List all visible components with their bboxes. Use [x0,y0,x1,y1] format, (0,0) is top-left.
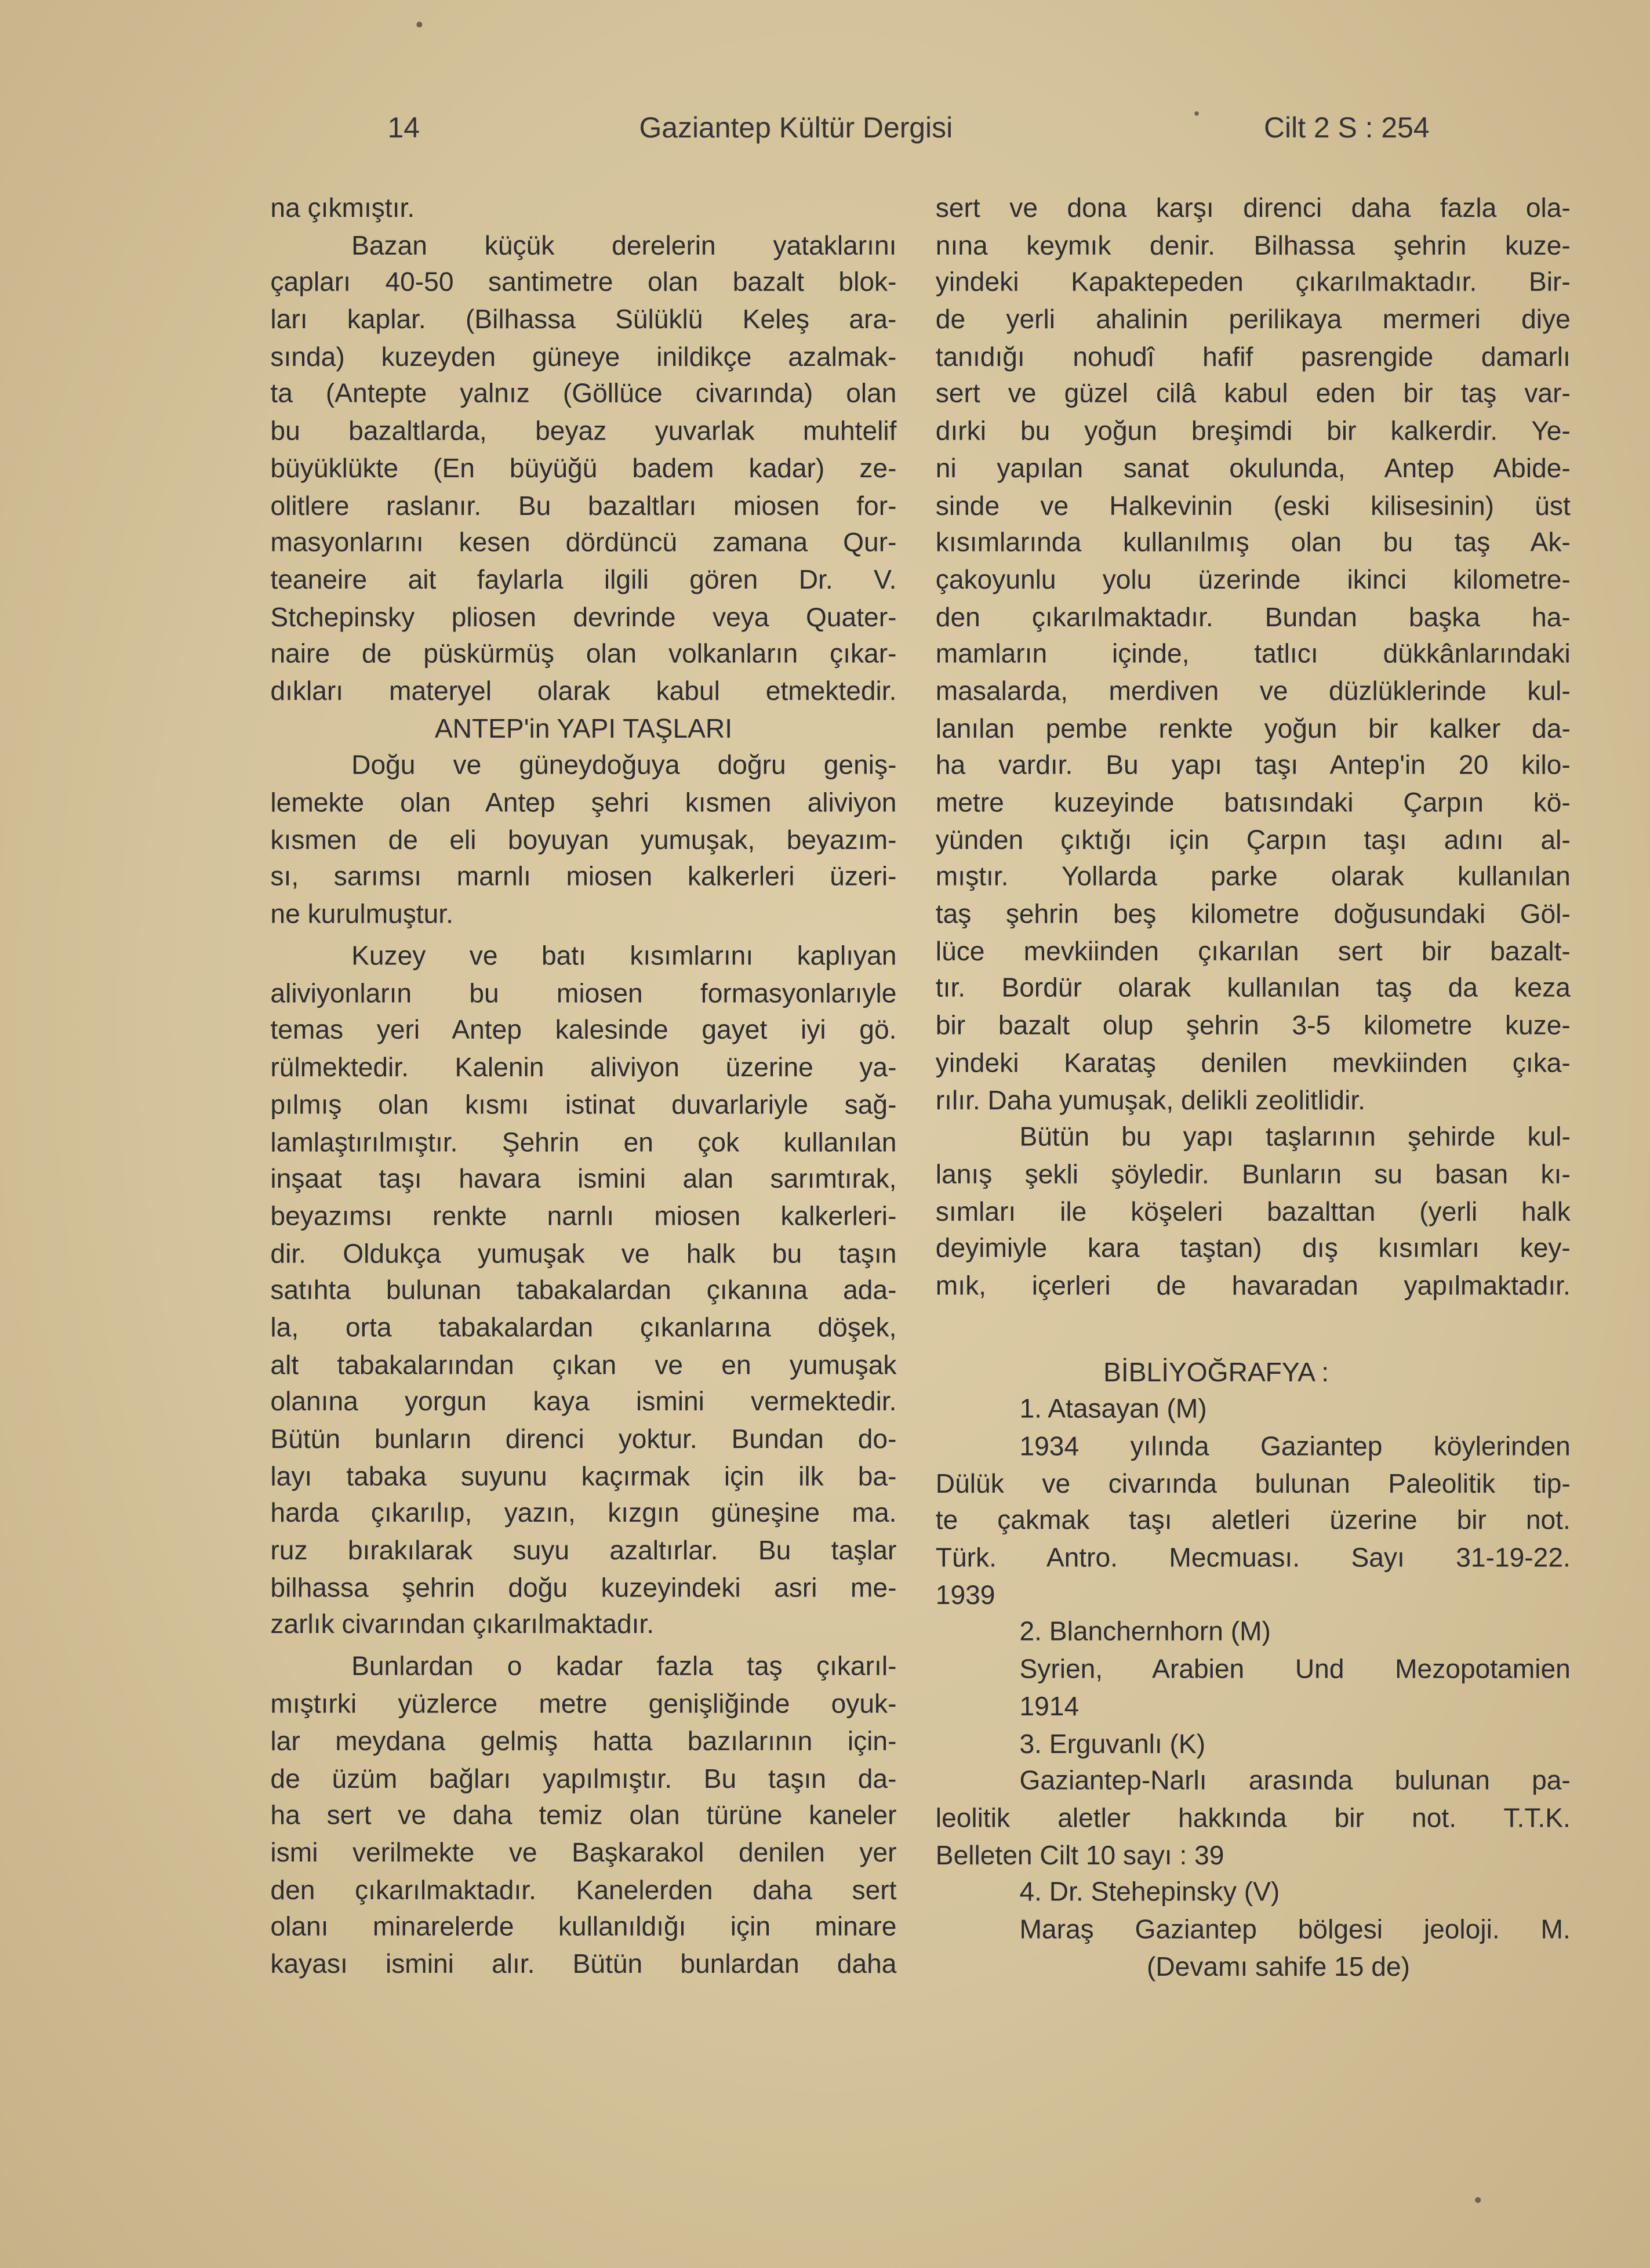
text-line: naire de püskürmüş olan volkanların çıkar- [270,638,897,669]
text-line: taş şehrin beş kilometre doğusundaki Göl- [935,898,1571,929]
bibliography-entry: 1914 [1019,1690,1080,1721]
text-line: masyonlarını kesen dördüncü zamana Qur- [270,527,897,557]
text-line: lanılan pembe renkte yoğun bir kalker da- [935,712,1571,743]
text-line: aliviyonların bu miosen formasyonlarıyle [270,977,897,1008]
text-line: Stchepinsky pliosen devrinde veya Quater- [270,601,897,632]
text-line: lanış şekli şöyledir. Bunların su basan kı- [935,1158,1571,1189]
text-line: sert ve güzel cilâ kabul eden bir taş var- [935,378,1571,409]
text-line: Bütün bu yapı taşlarının şehirde kul- [1019,1121,1571,1152]
text-line: sinde ve Halkevinin (eski kilisesinin) üst [935,489,1571,520]
ink-speck [1475,2197,1481,2203]
text-line: bilhassa şehrin doğu kuzeyindeki asri me- [270,1572,897,1603]
text-line: bir bazalt olup şehrin 3-5 kilometre kuze- [935,1010,1571,1040]
bibliography-entry: 4. Dr. Stehepinsky (V) [1019,1876,1280,1907]
text-line: yindeki Kapaktepeden çıkarılmaktadır. Bir- [935,266,1571,297]
text-line: lar meydana gelmiş hatta bazılarının için- [270,1725,897,1756]
bibliography-entry: Dülük ve civarında bulunan Paleolitik tip- [935,1467,1571,1498]
spacer [936,1304,1571,1353]
text-line: sert ve dona karşı direnci daha fazla ola- [935,192,1571,223]
text-line: Bütün bunların direnci yoktur. Bundan do- [270,1423,897,1454]
text-line: den çıkarılmaktadır. Bundan başka ha- [935,601,1571,632]
text-line: Doğu ve güneydoğuya doğru geniş- [351,749,897,781]
text-line: dir. Oldukça yumuşak ve halk bu taşın [270,1238,897,1268]
text-line: çakoyunlu yolu üzerinde ikinci kilometre- [935,564,1571,594]
text-line: çapları 40-50 santimetre olan bazalt blok- [270,266,897,297]
bibliography-entry: 1. Atasayan (M) [1019,1393,1207,1424]
text-line: ruz bırakılarak suyu azaltırlar. Bu taşlar [270,1534,897,1565]
text-line: metre kuzeyinde batısındaki Çarpın kö- [935,786,1571,818]
text-line: nına keymık denir. Bilhassa şehrin kuze- [935,229,1571,260]
text-line: büyüklükte (En büyüğü badem kadar) ze- [270,452,897,483]
bibliography-entry: 1934 yılında Gaziantep köylerinden [1019,1430,1571,1461]
text-line: layı tabaka suyunu kaçırmak için ilk ba- [270,1460,897,1491]
text-line: olanına yorgun kaya ismini vermektedir. [270,1386,897,1417]
text-line: ha sert ve daha temiz olan türüne kaneler [270,1799,897,1830]
text-line: deyimiyle kara taştan) dış kısımları key- [935,1232,1571,1264]
bibliography-heading: BİBLİYOĞRAFYA : [1103,1356,1329,1387]
bibliography-entry: Belleten Cilt 10 sayı : 39 [935,1839,1224,1870]
text-line: sı, sarımsı marnlı miosen kalkerleri üzeri- [270,861,897,892]
text-line: olitlere raslanır. Bu bazaltları miosen for- [270,489,897,520]
text-line: yindeki Karataş denilen mevkiinden çıka- [935,1047,1571,1077]
text-line: mık, içerleri de havaradan yapılmaktadır. [935,1269,1571,1301]
text-line: den çıkarılmaktadır. Kanelerden daha sert [270,1874,897,1904]
bibliography-entry: 1939 [935,1579,995,1610]
text-line: mamların içinde, tatlıcı dükkânlarındaki [935,638,1571,669]
bibliography-entry: Türk. Antro. Mecmuası. Sayı 31-19-22. [935,1542,1571,1573]
text-line: sında) kuzeyden güneye inildikçe azalmak- [270,341,897,372]
text-line: ni yapılan sanat okulunda, Antep Abide- [935,452,1571,483]
text-line: beyazımsı renkte narnlı miosen kalkerleri- [270,1200,897,1231]
text-line: lüce mevkiinden çıkarılan sert bir bazalt- [935,935,1571,966]
bibliography-entry: Syrien, Arabien Und Mezopotamien [1019,1653,1571,1684]
text-line: kısımlarında kullanılmış olan bu taş Ak- [935,527,1571,557]
text-line: teaneire ait faylarla ilgili gören Dr. V. [270,564,897,594]
left-column [270,190,896,1983]
text-line: ismi verilmekte ve Başkarakol denilen yer [270,1837,897,1867]
right-column [936,190,1571,1985]
text-line: la, orta tabakalardan çıkanlarına döşek, [270,1312,897,1342]
text-line: ları kaplar. (Bilhassa Sülüklü Keleş ara- [270,303,897,335]
continuation-note: (Devamı sahife 15 de) [1146,1950,1410,1982]
text-line: olanı minarelerde kullanıldığı için minare [270,1911,897,1942]
text-line: zarlık civarından çıkarılmaktadır. [270,1609,655,1640]
page-number: 14 [387,113,420,145]
text-line: alt tabakalarından çıkan ve en yumuşak [270,1349,897,1380]
ink-speck [416,21,422,27]
text-line: mıştır. Yollarda parke olarak kullanılan [935,861,1571,892]
text-line: de yerli ahalinin perilikaya mermeri diye [935,303,1571,335]
text-line: na çıkmıştır. [270,192,415,223]
text-line: Bunlardan o kadar fazla taş çıkarıl- [351,1651,897,1682]
text-line: satıhta bulunan tabakalardan çıkanına ada- [270,1275,897,1305]
running-header [0,113,1650,157]
bibliography-entry: te çakmak taşı aletleri üzerine bir not. [935,1505,1571,1536]
bibliography-entry: leolitik aletler hakkında bir not. T.T.K. [935,1802,1571,1832]
text-line: inşaat taşı havara ismini alan sarımtırak, [270,1163,897,1194]
text-line: lemekte olan Antep şehri kısmen aliviyon [270,786,897,818]
text-line: tır. Bordür olarak kullanılan taş da keza [935,972,1571,1003]
text-line: dıkları materyel olarak kabul etmektedir. [270,675,897,706]
text-line: rılır. Daha yumuşak, delikli zeolitlidir. [935,1084,1365,1115]
text-line: kayası ismini alır. Bütün bunlardan daha [270,1948,897,1979]
volume-issue: Cilt 2 S : 254 [1264,113,1430,145]
text-line: Bazan küçük derelerin yataklarını [351,229,897,260]
text-line: mıştırki yüzlerce metre genişliğinde oyuk- [270,1688,897,1719]
text-line: Kuzey ve batı kısımlarını kaplıyan [351,940,897,971]
bibliography-entry: Maraş Gaziantep bölgesi jeoloji. M. [1019,1913,1571,1944]
text-line: sımları ile köşeleri bazalttan (yerli halk [935,1195,1571,1226]
text-line: kısmen de eli boyuyan yumuşak, beyazım- [270,823,897,855]
text-line: pılmış olan kısmı istinat duvarlariyle sağ- [270,1088,897,1120]
bibliography-entry: 2. Blanchernhorn (M) [1019,1616,1271,1647]
text-line: lamlaştırılmıştır. Şehrin en çok kullanılan [270,1126,897,1157]
text-line: ta (Antepte yalnız (Göllüce civarında) olan [270,378,897,409]
text-line: tanıdığı nohudî hafif pasrengide damarlı [935,341,1571,372]
text-line: de üzüm bağları yapılmıştır. Bu taşın da- [270,1762,897,1793]
section-heading: ANTEP'in YAPI TAŞLARI [434,712,733,743]
bibliography-entry: 3. Erguvanlı (K) [1019,1728,1206,1758]
text-line: harda çıkarılıp, yazın, kızgın güneşine ma. [270,1497,897,1528]
journal-title: Gaziantep Kültür Dergisi [639,113,953,145]
text-line: dırki bu yoğun breşimdi bir kalkerdir. Ye- [935,415,1571,446]
text-line: masalarda, merdiven ve düzlüklerinde kul- [935,675,1571,706]
bibliography-entry: Gaziantep-Narlı arasında bulunan pa- [1019,1765,1571,1795]
text-line: bu bazaltlarda, beyaz yuvarlak muhtelif [270,415,897,446]
text-line: ha vardır. Bu yapı taşı Antep'in 20 kilo- [935,749,1571,781]
text-line: temas yeri Antep kalesinde gayet iyi gö. [270,1014,897,1045]
text-line: rülmektedir. Kalenin aliviyon üzerine ya- [270,1051,897,1083]
text-line: ne kurulmuştur. [270,898,453,929]
text-line: yünden çıktığı için Çarpın taşı adını al- [935,823,1571,855]
